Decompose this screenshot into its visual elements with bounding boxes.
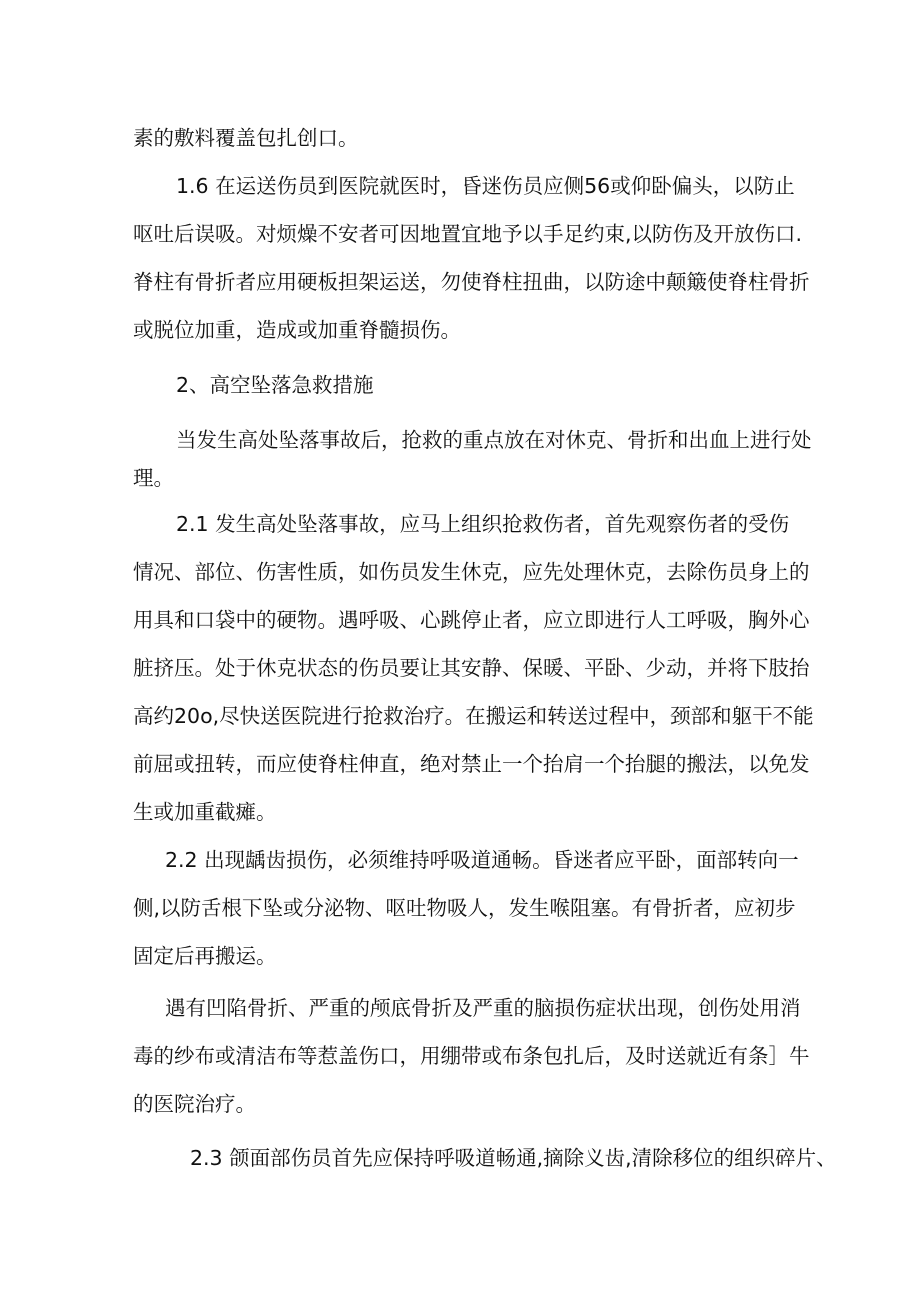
line-text: 2.1 发生高处坠落事故，应马上组织抢救伤者，首先观察伤者的受伤 (176, 512, 790, 536)
line-text: 2.2 出现龋齿损伤，必须维持呼吸道通畅。昏迷者应平卧，面部转向一 (165, 848, 799, 872)
line-text: 呕吐后误吸。对烦燥不安者可因地置宜地予以手足约束,以防伤及开放伤口. (133, 222, 803, 246)
text-line (0, 696, 920, 736)
line-text: 素的敷料覆盖包扎创口。 (133, 126, 359, 150)
text-line (0, 888, 920, 928)
text-line (0, 458, 920, 498)
line-text: 或脱位加重，造成或加重脊髓损伤。 (133, 318, 461, 342)
line-text: 的医院治疗。 (133, 1092, 256, 1116)
line-text: 理。 (133, 466, 174, 490)
text-line (0, 504, 920, 544)
line-text: 遇有凹陷骨折、严重的颅底骨折及严重的脑损伤症状出现，创伤处用消 (165, 996, 801, 1020)
text-line (0, 600, 920, 640)
line-text: 1.6 在运送伤员到医院就医时，昏迷伤员应侧56或仰卧偏头，以防止 (176, 174, 795, 198)
text-line (0, 1036, 920, 1076)
text-line (0, 744, 920, 784)
text-line (0, 118, 920, 158)
line-text: 当发生高处坠落事故后，抢救的重点放在对休克、骨折和出血上进行处 (176, 428, 812, 452)
text-line (0, 988, 920, 1028)
line-text: 前屈或扭转，而应使脊柱伸直，绝对禁止一个抬肩一个抬腿的搬法，以免发 (133, 752, 810, 776)
text-line (0, 1084, 920, 1124)
line-text: 脏挤压。处于休克状态的伤员要让其安静、保暖、平卧、少动，并将下肢抬 (133, 656, 810, 680)
text-line (0, 792, 920, 832)
text-line (0, 310, 920, 350)
text-line (0, 648, 920, 688)
text-line (0, 1138, 920, 1178)
line-text: 情况、部位、伤害性质，如伤员发生休克，应先处理休克，去除伤员身上的 (133, 560, 810, 584)
text-line (0, 262, 920, 302)
line-text: 侧,以防舌根下坠或分泌物、呕吐物吸人，发生喉阻塞。有骨折者，应初步 (133, 896, 796, 920)
line-text: 脊柱有骨折者应用硬板担架运送，勿使脊柱扭曲，以防途中颠簸使脊柱骨折 (133, 270, 810, 294)
line-text: 固定后再搬运。 (133, 944, 277, 968)
line-text: 2.3 颌面部伤员首先应保持呼吸道畅通,摘除义齿,清除移位的组织碎片、 (190, 1146, 837, 1170)
text-line (0, 552, 920, 592)
section-heading (0, 365, 920, 405)
line-text: 毒的纱布或清洁布等惹盖伤口，用绷带或布条包扎后，及时送就近有条］牛 (133, 1044, 810, 1068)
line-text: 生或加重截瘫。 (133, 800, 277, 824)
text-line (0, 936, 920, 976)
line-text: 用具和口袋中的硬物。遇呼吸、心跳停止者，应立即进行人工呼吸，胸外心 (133, 608, 810, 632)
text-line (0, 840, 920, 880)
line-text: 高约20o,尽快送医院进行抢救治疗。在搬运和转送过程中，颈部和躯干不能 (133, 704, 814, 728)
text-line (0, 166, 920, 206)
text-line (0, 420, 920, 460)
text-line (0, 214, 920, 254)
heading-text: 2、高空坠落急救措施 (176, 373, 374, 397)
